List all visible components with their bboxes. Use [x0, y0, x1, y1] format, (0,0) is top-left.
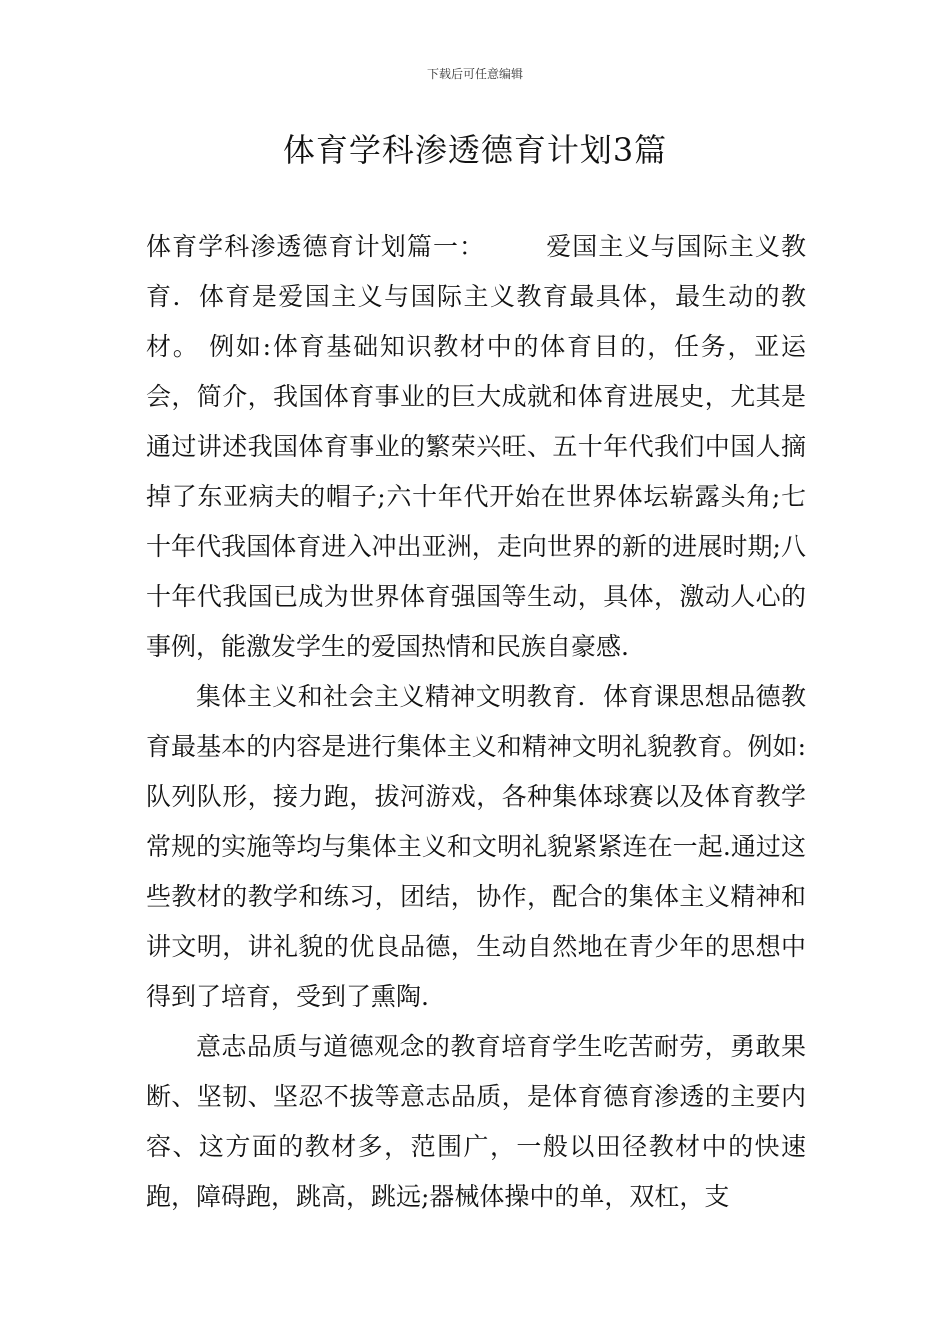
document-body [146, 222, 806, 1222]
paragraph-2: 集体主义和社会主义精神文明教育．体育课思想品德教育最基本的内容是进行集体主义和精神文明礼貌教育。例如:队列队形，接力跑，拔河游戏，各种集体球赛以及体育教学常规的实施等均与集体主义和文明礼貌紧紧连在一起.通过这些教材的教学和练习，团结，协作，配合的集体主义精神和讲文明，讲礼貌的优良品德，生动自然地在青少年的思想中得到了培育，受到了熏陶. [146, 682, 806, 1011]
paragraph-1-text: 爱国主义与国际主义教育．体育是爱国主义与国际主义教育最具体，最生动的教材。 例如:体育基础知识教材中的体育目的，任务，亚运会，简介，我国体育事业的巨大成就和体育进展史，尤其是通过讲述我国体育事业的繁荣兴旺、五十年代我们中国人摘掉了东亚病夫的帽子;六十年代开始在世界体坛崭露头角;七十年代我国体育进入冲出亚洲，走向世界的新的进展时期;八十年代我国已成为世界体育强国等生动，具体，激动人心的事例，能激发学生的爱国热情和民族自豪感. [146, 232, 806, 661]
paragraph-3: 意志品质与道德观念的教育培育学生吃苦耐劳，勇敢果断、坚韧、坚忍不拔等意志品质，是体育德育渗透的主要内容、这方面的教材多，范围广，一般以田径教材中的快速跑，障碍跑，跳高，跳远;器械体操中的单，双杠，支 [146, 1032, 806, 1211]
paragraph-1 [146, 222, 806, 672]
document-title: 体育学科渗透德育计划3篇 [282, 131, 668, 169]
page-header-note: 下载后可任意编辑 [426, 67, 523, 81]
paragraph-1-lead: 体育学科渗透德育计划篇一： [146, 232, 486, 261]
